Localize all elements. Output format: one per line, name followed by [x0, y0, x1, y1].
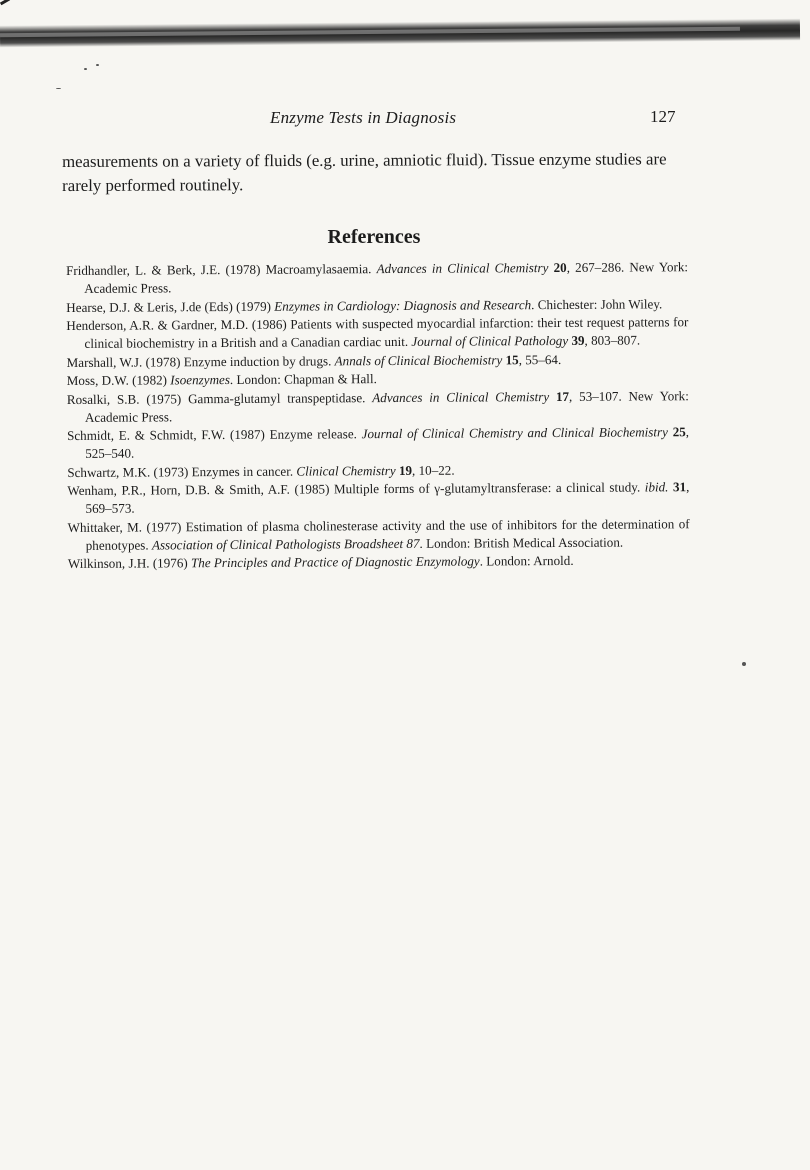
reference-item: [68, 551, 690, 573]
scan-speck: [742, 662, 746, 666]
reference-item: [67, 423, 689, 463]
reference-title: Association of Clinical Pathologists Broadsheet 87: [151, 535, 420, 552]
reference-volume: 19: [398, 462, 413, 478]
reference-title: Isoenzymes: [170, 372, 230, 388]
reference-title: Journal of Clinical Chemistry and Clinical Biochemistry: [361, 424, 668, 442]
references-list: [66, 258, 690, 573]
reference-authors: Schmidt, E. & Schmidt, F.W. (1987) Enzyme release.: [67, 426, 362, 443]
reference-volume: 25: [672, 424, 686, 440]
reference-title: Annals of Clinical Biochemistry: [334, 351, 503, 368]
reference-volume: 31: [672, 479, 687, 495]
reference-volume: 39: [571, 332, 585, 348]
page-number: 127: [650, 107, 676, 126]
reference-title: The Principles and Practice of Diagnostic Enzymology: [190, 553, 480, 571]
reference-details: , 569–573.: [85, 479, 690, 516]
reference-authors: Rosalki, S.B. (1975) Gamma-glutamyl transpeptidase.: [66, 389, 373, 407]
reference-details: . Chichester: John Wiley.: [531, 295, 663, 312]
reference-details: . London: British Medical Association.: [419, 534, 624, 551]
reference-authors: Marshall, W.J. (1978) Enzyme induction by drugs.: [66, 352, 335, 370]
reference-volume: 20: [553, 259, 567, 276]
scan-speck: [96, 64, 99, 66]
reference-authors: Whittaker, M. (1977) Estimation of plasma cholinesterase activity and the use of inhibitors for the determination of phenotypes.: [67, 515, 690, 553]
reference-authors: Wilkinson, J.H. (1976): [67, 555, 192, 571]
reference-details: , 803–807.: [584, 332, 641, 348]
reference-authors: Wenham, P.R., Horn, D.B. & Smith, A.F. (1985) Multiple forms of γ-glutamyltransferase: a clinical study.: [67, 479, 645, 498]
reference-title: Journal of Clinical Pathology: [411, 332, 569, 349]
reference-title: Clinical Chemistry: [296, 462, 396, 479]
reference-authors: Moss, D.W. (1982): [66, 372, 171, 388]
scan-corner-mark: [0, 0, 10, 5]
reference-item: [67, 387, 689, 427]
reference-title: Advances in Clinical Chemistry: [376, 260, 549, 277]
reference-details: , 267–286. New York: Academic Press.: [84, 259, 689, 296]
reference-item: [68, 515, 690, 555]
reference-authors: Schwartz, M.K. (1973) Enzymes in cancer.: [67, 463, 297, 480]
references-heading: References: [327, 226, 421, 248]
reference-title: ibid.: [644, 479, 669, 495]
reference-details: , 10–22.: [411, 462, 455, 478]
intro-paragraph: measurements on a variety of fluids (e.g. urine, amniotic fluid). Tissue enzyme studies are rarely performed routinely.: [62, 149, 667, 195]
reference-details: . London: Arnold.: [479, 552, 574, 569]
reference-authors: Hearse, D.J. & Leris, J.de (Eds) (1979): [66, 298, 275, 315]
reference-details: . London: Chapman & Hall.: [229, 371, 377, 388]
reference-volume: 17: [555, 388, 570, 404]
reference-authors: Henderson, A.R. & Gardner, M.D. (1986) Patients with suspected myocardial infarction: their test request patterns for clinical biochemistry in a British and a Canadian cardiac unit.: [66, 314, 689, 351]
reference-authors: Fridhandler, L. & Berk, J.E. (1978) Macroamylasaemia.: [66, 261, 377, 278]
reference-volume: 15: [505, 351, 519, 367]
reference-item: [67, 478, 689, 518]
reference-item: [66, 313, 688, 353]
running-head: Enzyme Tests in Diagnosis: [270, 108, 457, 127]
reference-details: , 55–64.: [518, 351, 562, 367]
reference-details: , 525–540.: [85, 424, 690, 461]
reference-title: Enzymes in Cardiology: Diagnosis and Research: [274, 296, 532, 314]
reference-title: Advances in Clinical Chemistry: [372, 388, 550, 405]
reference-details: , 53–107. New York: Academic Press.: [84, 387, 689, 425]
scan-speck: [56, 88, 61, 89]
reference-item: [66, 258, 688, 298]
scan-speck: [84, 68, 87, 70]
